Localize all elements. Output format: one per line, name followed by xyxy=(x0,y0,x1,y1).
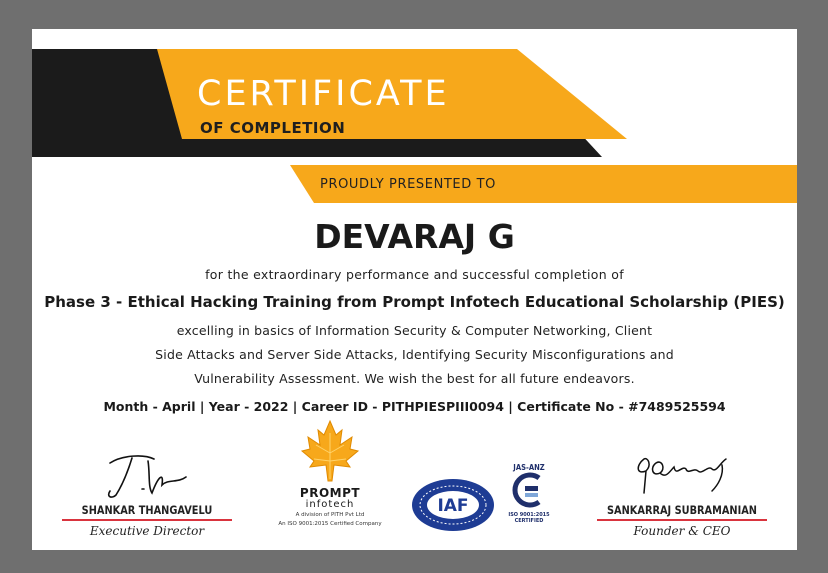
description-line: Side Attacks and Server Side Attacks, Identifying Security Misconfigurations and xyxy=(155,347,674,362)
signature-block-left xyxy=(52,449,242,538)
jas-anz-badge xyxy=(504,464,554,524)
signature-block-right xyxy=(587,449,777,538)
recipient-name: DEVARAJ G xyxy=(314,217,515,256)
certificate xyxy=(32,29,797,550)
signatory-name: SANKARRAJ SUBRAMANIAN xyxy=(607,503,757,517)
prompt-infotech-logo xyxy=(270,419,390,529)
description-line: excelling in basics of Information Security & Computer Networking, Client xyxy=(176,323,653,338)
brand-subtitle: infotech xyxy=(305,499,355,510)
signature-rule xyxy=(62,519,232,521)
signature-scribble xyxy=(622,449,742,501)
iaf-badge-icon xyxy=(410,477,496,533)
brand-name: PROMPT xyxy=(299,486,361,500)
iaf-text: IAF xyxy=(437,496,469,516)
jas-label: JAS-ANZ xyxy=(513,463,545,472)
signatory-name: SHANKAR THANGAVELU xyxy=(81,503,213,517)
brand-note-line: A division of PITH Pvt Ltd xyxy=(295,512,365,518)
maple-leaf-icon xyxy=(300,419,360,485)
certificate-subtitle: OF COMPLETION xyxy=(200,119,346,137)
presented-label: PROUDLY PRESENTED TO xyxy=(320,177,496,192)
course-title: Phase 3 - Ethical Hacking Training from Prompt Infotech Educational Scholarship (PIES) xyxy=(44,293,785,311)
jas-anz-mark-icon xyxy=(509,472,549,508)
brand-note-line: An ISO 9001:2015 Certified Company xyxy=(278,521,382,528)
signature-scribble xyxy=(92,449,202,501)
jas-iso-line: CERTIFIED xyxy=(514,518,544,524)
certificate-title: CERTIFICATE xyxy=(197,74,450,114)
signature-rule xyxy=(597,519,767,521)
jas-iso-line: ISO 9001:2015 xyxy=(508,512,550,518)
intro-text: for the extraordinary performance and successful completion of xyxy=(205,267,624,282)
signatory-role: Founder & CEO xyxy=(633,523,731,538)
signatory-role: Executive Director xyxy=(89,523,205,538)
description-line: Vulnerability Assessment. We wish the best for all future endeavors. xyxy=(194,371,635,386)
certificate-meta: Month - April | Year - 2022 | Career ID - PITHPIESPIII0094 | Certificate No - #7489525594 xyxy=(103,399,726,414)
